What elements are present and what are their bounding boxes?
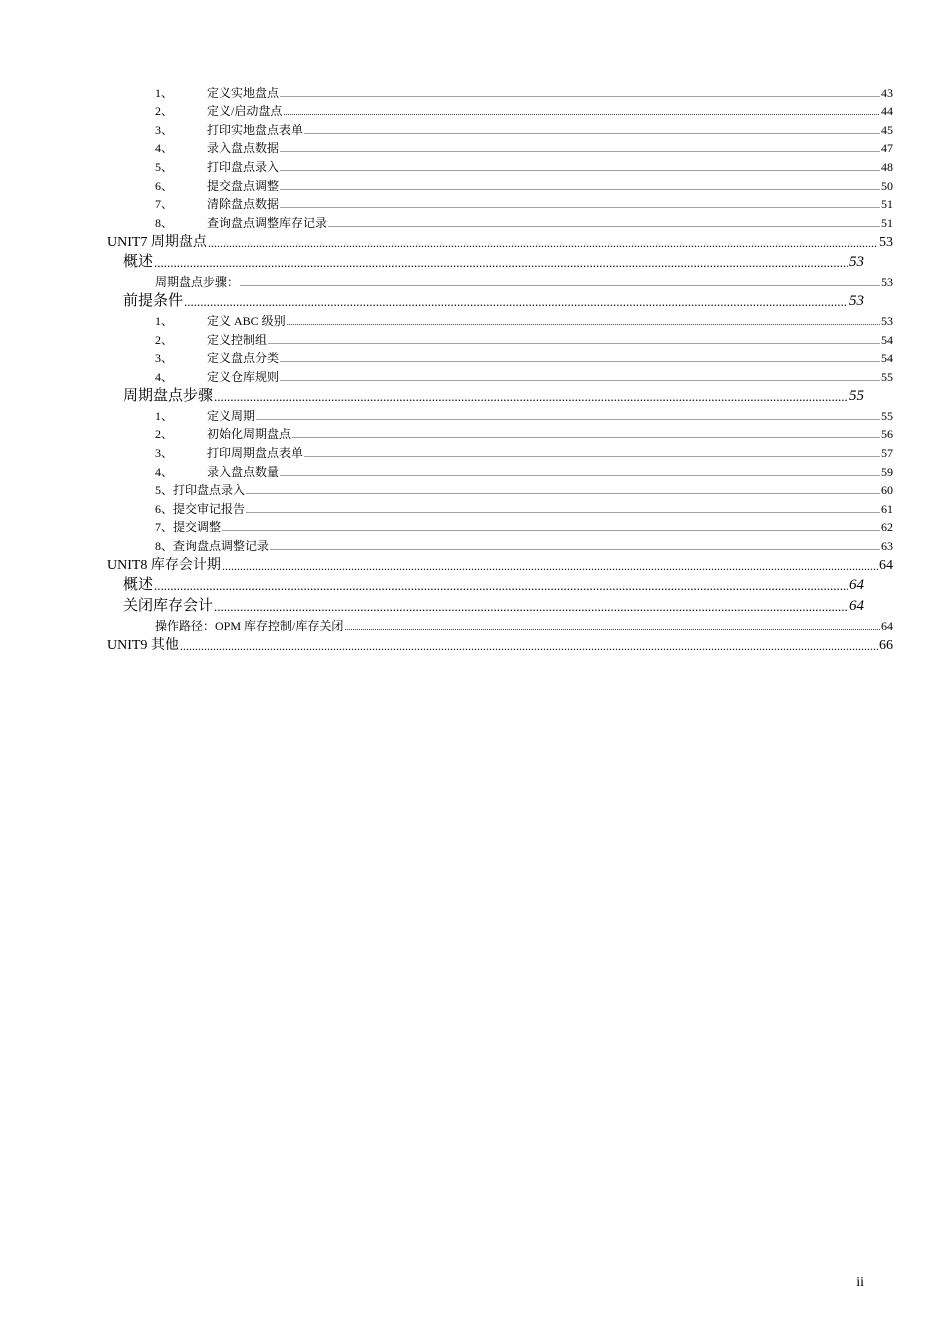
toc-entry[interactable] (155, 212, 893, 231)
toc-entry[interactable] (155, 424, 893, 443)
dot-leader (287, 317, 880, 329)
dot-leader (246, 486, 880, 498)
toc-entry[interactable] (155, 82, 893, 101)
toc-entry-page: 54 (881, 351, 893, 366)
dot-leader (208, 236, 878, 251)
toc-entry-page: 50 (881, 178, 893, 193)
toc-entry-title: 提交盘点调整 (207, 178, 280, 193)
toc-entry-title: 周期盘点步骤 (123, 388, 214, 405)
dot-leader (280, 182, 880, 194)
toc-entry-title: UNIT8 库存会计期 (107, 557, 221, 573)
dot-leader (246, 505, 880, 517)
toc-entry-page: 57 (881, 446, 893, 460)
toc-entry[interactable] (155, 156, 893, 175)
toc-entry-page: 48 (881, 159, 893, 174)
toc-entry-number: 7、 (155, 197, 174, 212)
toc-entry-title: 打印实地盘点表单 (207, 122, 304, 137)
toc-entry-page: 64 (849, 577, 864, 594)
toc-entry[interactable] (155, 101, 893, 120)
toc-entry-title: 关闭库存会计 (123, 597, 214, 614)
toc-entry-number: 1、 (155, 85, 174, 100)
toc-entry-number: 2、 (155, 104, 174, 119)
toc-entry-number: 1、 (155, 408, 174, 423)
dot-leader (214, 599, 848, 615)
toc-entry-page: 66 (879, 637, 893, 653)
toc-entry-page: 62 (881, 520, 893, 535)
toc-entry[interactable] (123, 594, 864, 615)
toc-entry-page: 64 (879, 557, 893, 573)
toc-entry-page: 53 (849, 293, 864, 310)
toc-entry-title: 定义实地盘点 (207, 85, 280, 100)
dot-leader (268, 336, 880, 348)
toc-entry-number: 3、 (155, 122, 174, 137)
toc-entry-number: 1、 (155, 313, 174, 328)
dot-leader (270, 542, 880, 554)
toc-entry[interactable] (107, 231, 893, 251)
toc-entry-title: 8、查询盘点调整记录 (155, 538, 270, 553)
toc-entry-page: 55 (881, 408, 893, 423)
toc-entry-number: 3、 (155, 446, 174, 460)
dot-leader (280, 354, 880, 366)
dot-leader (154, 578, 848, 594)
toc-entry-title: 打印周期盘点表单 (207, 446, 304, 460)
dot-leader (283, 107, 880, 119)
toc-entry-title: 定义控制组 (207, 332, 268, 347)
toc-entry-number: 5、 (155, 159, 174, 174)
dot-leader (280, 200, 880, 212)
toc-entry[interactable] (123, 385, 864, 406)
toc-entry[interactable] (155, 119, 893, 138)
toc-entry[interactable] (155, 405, 893, 424)
dot-leader (184, 294, 848, 310)
table-of-contents (0, 82, 950, 654)
dot-leader (344, 622, 880, 634)
toc-entry[interactable] (155, 480, 893, 499)
toc-entry-title: 清除盘点数据 (207, 197, 280, 212)
toc-entry[interactable] (155, 348, 893, 367)
toc-entry-title: 定义盘点分类 (207, 351, 280, 366)
toc-entry[interactable] (155, 310, 893, 329)
dot-leader (280, 89, 880, 101)
toc-entry-number: 4、 (155, 464, 174, 479)
toc-entry-number: 8、 (155, 215, 174, 230)
toc-entry-page: 55 (881, 369, 893, 384)
toc-entry-page: 56 (881, 427, 893, 442)
toc-entry[interactable] (155, 517, 893, 536)
toc-entry-title: 打印盘点录入 (207, 159, 280, 174)
toc-entry-page: 47 (881, 141, 893, 156)
toc-entry-page: 51 (881, 215, 893, 230)
dot-leader (222, 559, 878, 574)
toc-entry-page: 61 (881, 501, 893, 516)
toc-entry[interactable] (155, 498, 893, 517)
toc-entry[interactable] (155, 461, 893, 480)
dot-leader (280, 468, 880, 480)
toc-entry-title: UNIT9 其他 (107, 637, 179, 653)
toc-entry-page: 64 (849, 597, 864, 614)
toc-entry-page: 63 (881, 538, 893, 553)
toc-entry[interactable] (107, 634, 893, 654)
dot-leader (280, 163, 880, 175)
dot-leader (328, 219, 880, 231)
toc-entry-title: 定义/启动盘点 (207, 104, 283, 119)
dot-leader (240, 278, 880, 290)
toc-entry-page: 59 (881, 464, 893, 479)
toc-entry-page: 51 (881, 197, 893, 212)
toc-entry[interactable] (155, 271, 893, 290)
toc-entry-title: UNIT7 周期盘点 (107, 234, 207, 250)
dot-leader (154, 255, 848, 271)
dot-leader (222, 523, 880, 535)
toc-entry[interactable] (155, 175, 893, 194)
toc-entry-title: 概述 (123, 254, 154, 271)
toc-entry-title: 定义仓库规则 (207, 369, 280, 384)
toc-entry[interactable] (155, 535, 893, 554)
dot-leader (180, 639, 878, 654)
toc-entry-title: 操作路径：OPM 库存控制/库存关闭 (155, 618, 344, 633)
toc-entry-number: 6、 (155, 178, 174, 193)
toc-entry-page: 55 (849, 388, 864, 405)
toc-entry-page: 43 (881, 85, 893, 100)
toc-entry[interactable] (155, 442, 893, 461)
toc-entry-page: 60 (881, 483, 893, 498)
toc-entry-title: 查询盘点调整库存记录 (207, 215, 328, 230)
toc-entry[interactable] (123, 290, 864, 311)
toc-entry[interactable] (123, 251, 864, 272)
toc-entry-page: 53 (849, 254, 864, 271)
toc-entry-title: 录入盘点数量 (207, 464, 280, 479)
toc-entry-number: 3、 (155, 351, 174, 366)
dot-leader (214, 389, 848, 405)
toc-entry-title: 前提条件 (123, 293, 184, 310)
toc-entry-page: 53 (879, 234, 893, 250)
toc-entry-page: 53 (881, 313, 893, 328)
dot-leader (304, 126, 880, 138)
toc-entry[interactable] (107, 554, 893, 574)
toc-entry-number: 4、 (155, 369, 174, 384)
toc-entry-page: 53 (881, 274, 893, 289)
toc-entry-page: 45 (881, 122, 893, 137)
toc-entry-title: 概述 (123, 577, 154, 594)
toc-entry[interactable] (155, 615, 893, 634)
toc-entry-page: 54 (881, 332, 893, 347)
toc-entry[interactable] (123, 574, 864, 595)
toc-entry-number: 2、 (155, 332, 174, 347)
toc-entry-title: 定义 ABC 级别 (207, 313, 286, 328)
toc-entry[interactable] (155, 194, 893, 213)
toc-entry-number: 4、 (155, 141, 174, 156)
toc-entry[interactable] (155, 329, 893, 348)
dot-leader (280, 373, 880, 385)
dot-leader (292, 430, 880, 442)
toc-entry-title: 录入盘点数据 (207, 141, 280, 156)
toc-entry-title: 7、提交调整 (155, 520, 222, 535)
toc-entry-number: 2、 (155, 427, 174, 442)
toc-entry[interactable] (155, 366, 893, 385)
dot-leader (304, 449, 880, 461)
toc-entry-title: 5、打印盘点录入 (155, 483, 246, 498)
toc-entry[interactable] (155, 138, 893, 157)
toc-entry-title: 定义周期 (207, 408, 256, 423)
toc-entry-page: 44 (881, 104, 893, 119)
dot-leader (280, 144, 880, 156)
toc-entry-page: 64 (881, 618, 893, 633)
toc-entry-title: 6、提交审记报告 (155, 501, 246, 516)
toc-entry-title: 周期盘点步骤： (155, 274, 240, 289)
toc-entry-title: 初始化周期盘点 (207, 427, 292, 442)
dot-leader (256, 412, 880, 424)
page-number: ii (856, 1275, 864, 1290)
